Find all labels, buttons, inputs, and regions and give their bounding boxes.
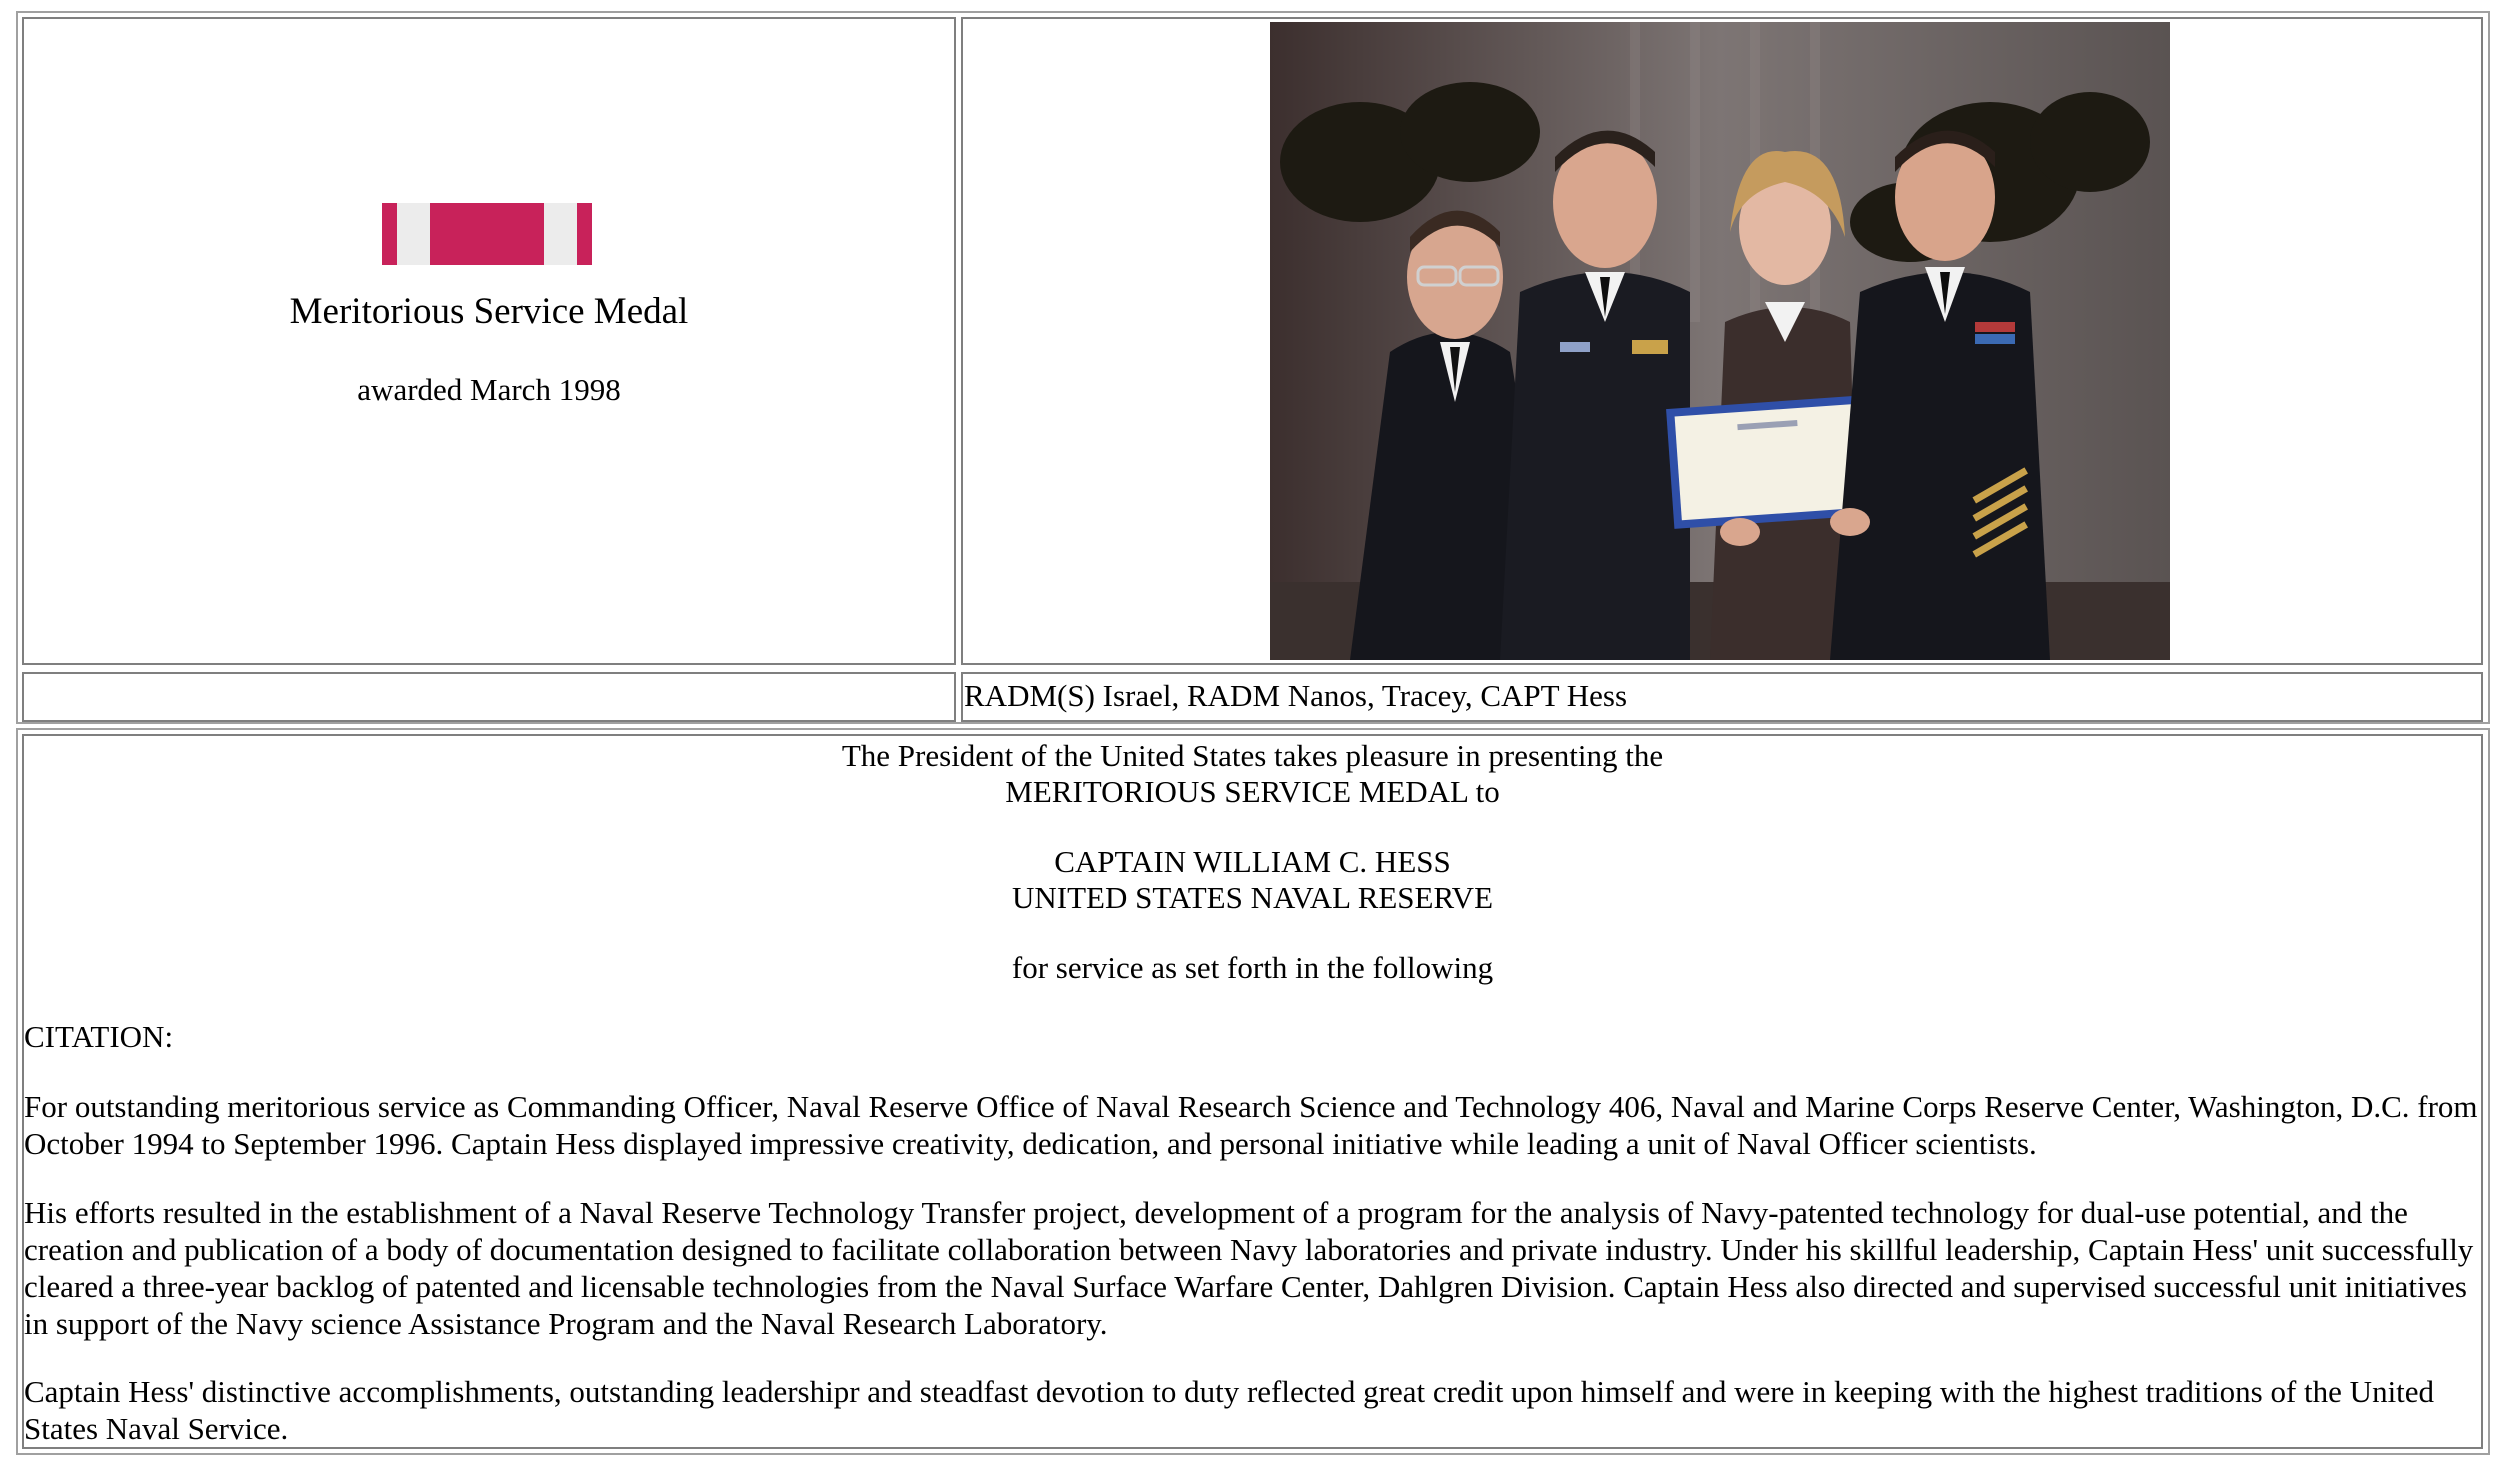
citation-paragraph: Captain Hess' distinctive accomplishments, outstanding leadershipr and steadfast devotion to duty reflected great credit upon himself and were in keeping with the highest traditions of the United States Naval Service. bbox=[24, 1374, 2435, 1446]
award-date: awarded March 1998 bbox=[357, 372, 621, 407]
citation-intro-line-2: MERITORIOUS SERVICE MEDAL to bbox=[1005, 774, 1500, 809]
empty-caption-cell bbox=[22, 672, 956, 722]
photo-caption: RADM(S) Israel, RADM Nanos, Tracey, CAPT Hess bbox=[964, 678, 1628, 713]
citation-label: CITATION: bbox=[24, 1019, 174, 1054]
recipient-name: CAPTAIN WILLIAM C. HESS bbox=[1054, 844, 1451, 879]
service-line: for service as set forth in the following bbox=[1011, 950, 1494, 985]
citation-paragraph: His efforts resulted in the establishment of a Naval Reserve Technology Transfer project, development of a program for the analysis of Navy-patented technology for dual-use potential, and the creation and publication of a body of documentation designed to facilitate collaboration between Navy laboratories and private industry. Under his skillful leadership, Captain Hess' unit successfully cleared a three-year backlog of patented and licensable technologies from the Naval Surface Warfare Center, Dahlgren Division. Captain Hess also directed and supervised successful unit initiatives in support of the Navy science Assistance Program and the Naval Research Laboratory. bbox=[24, 1195, 2474, 1341]
ceremony-photo bbox=[1270, 22, 2170, 660]
citation-intro-line-1: The President of the United States takes pleasure in presenting the bbox=[841, 738, 1664, 773]
recipient-service: UNITED STATES NAVAL RESERVE bbox=[1011, 880, 1493, 915]
medal-title: Meritorious Service Medal bbox=[289, 291, 689, 332]
medal-ribbon-icon bbox=[382, 203, 592, 265]
medal-cell bbox=[22, 17, 956, 665]
citation-paragraph: For outstanding meritorious service as Commanding Officer, Naval Reserve Office of Naval Research Science and Technology 406, Naval and Marine Corps Reserve Center, Washington, D.C. from October 1994 to September 1996. Captain Hess displayed impressive creativity, dedication, and personal initiative while leading a unit of Naval Officer scientists. bbox=[24, 1089, 2478, 1161]
